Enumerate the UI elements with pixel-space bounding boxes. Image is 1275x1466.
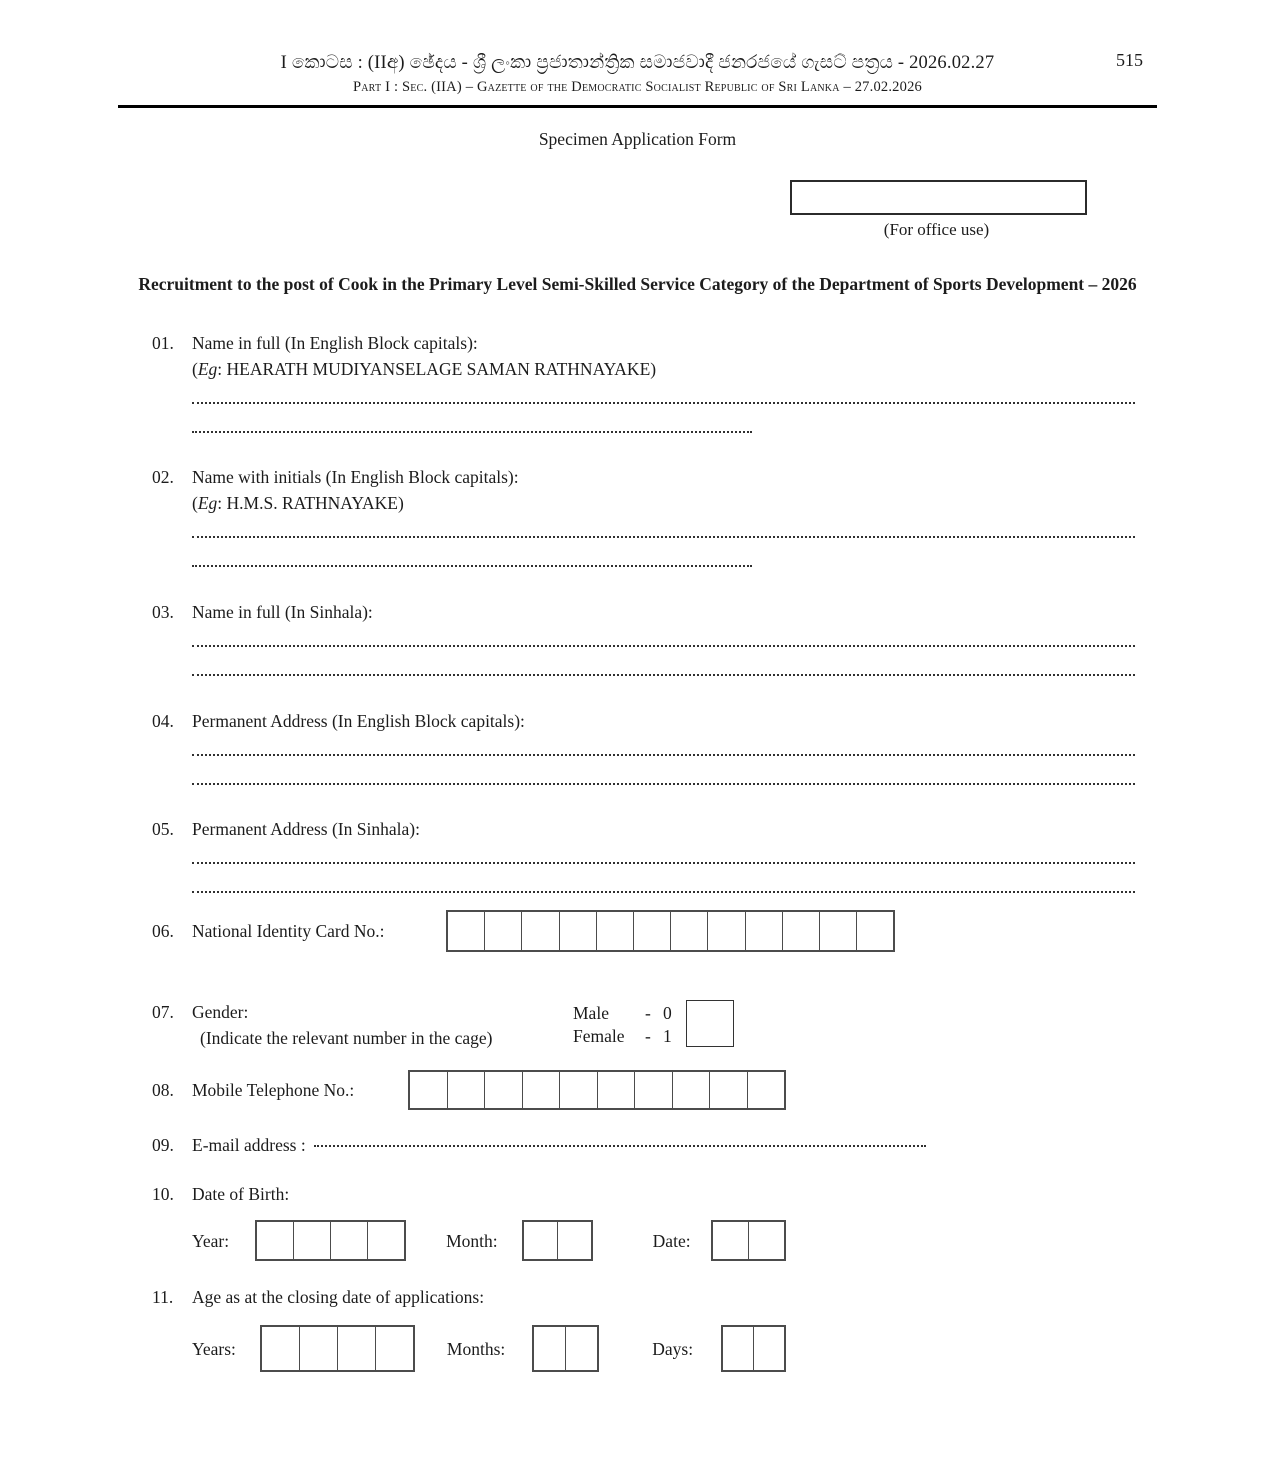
gender-option-female xyxy=(573,1025,672,1048)
item-01-name-in-full-english xyxy=(152,330,1175,433)
item-number: 05. xyxy=(152,819,174,839)
grid-cell[interactable] xyxy=(262,1327,300,1370)
female-value: 1 xyxy=(663,1026,672,1046)
grid-cell[interactable] xyxy=(300,1327,338,1370)
dotted-answer-line[interactable] xyxy=(192,850,1135,864)
item-label: E-mail address : xyxy=(192,1135,306,1155)
grid-cell[interactable] xyxy=(748,1072,785,1108)
grid-cell[interactable] xyxy=(294,1222,331,1259)
example-eg: Eg xyxy=(197,493,218,513)
grid-cell[interactable] xyxy=(410,1072,448,1108)
item-number: 10. xyxy=(152,1184,174,1204)
year-grid[interactable] xyxy=(255,1220,406,1261)
item-label: Name with initials (In English Block capitals): xyxy=(192,467,519,487)
grid-cell[interactable] xyxy=(560,1072,598,1108)
item-number: 11. xyxy=(152,1287,174,1307)
days-grid[interactable] xyxy=(721,1325,786,1372)
page-number: 515 xyxy=(1116,50,1143,70)
gazette-header-english: Part I : Sec. (IIA) – Gazette of the Democratic Socialist Republic of Sri Lanka – 27.02.2026 xyxy=(353,79,922,95)
grid-cell[interactable] xyxy=(338,1327,376,1370)
item-07-gender xyxy=(152,999,1175,1051)
item-label: Permanent Address (In English Block capitals): xyxy=(192,711,525,731)
grid-cell[interactable] xyxy=(331,1222,368,1259)
form-items xyxy=(152,330,1275,1372)
date-grid[interactable] xyxy=(711,1220,786,1261)
grid-cell[interactable] xyxy=(524,1222,558,1259)
dotted-answer-line[interactable] xyxy=(192,553,752,567)
item-label: Name in full (In English Block capitals): xyxy=(192,333,478,353)
item-number: 03. xyxy=(152,602,174,622)
gender-option-male xyxy=(573,1002,672,1025)
grid-cell[interactable] xyxy=(534,1327,566,1370)
form-title: Specimen Application Form xyxy=(538,129,737,149)
example-text: : H.M.S. RATHNAYAKE) xyxy=(217,493,404,513)
grid-cell[interactable] xyxy=(635,1072,673,1108)
female-label: Female xyxy=(573,1026,625,1046)
item-example xyxy=(192,356,1175,382)
grid-cell[interactable] xyxy=(857,912,893,950)
grid-cell[interactable] xyxy=(522,912,559,950)
item-label: Mobile Telephone No.: xyxy=(192,1080,355,1100)
grid-cell[interactable] xyxy=(448,1072,486,1108)
age-fields-row xyxy=(192,1325,1175,1372)
item-09-email xyxy=(152,1132,1175,1158)
item-11-age-at-closing-date xyxy=(152,1284,1175,1372)
grid-cell[interactable] xyxy=(485,1072,523,1108)
office-use-caption: (For office use) xyxy=(883,220,990,239)
dotted-answer-line[interactable] xyxy=(192,742,1135,756)
years-grid[interactable] xyxy=(260,1325,415,1372)
item-06-nic-number xyxy=(152,910,1175,952)
grid-cell[interactable] xyxy=(708,912,745,950)
item-08-mobile-number xyxy=(152,1070,1175,1110)
grid-cell[interactable] xyxy=(523,1072,561,1108)
grid-cell[interactable] xyxy=(560,912,597,950)
grid-cell[interactable] xyxy=(598,1072,636,1108)
male-value: 0 xyxy=(663,1003,672,1023)
item-04-permanent-address-english xyxy=(152,708,1175,785)
dotted-answer-line[interactable] xyxy=(192,390,1135,404)
grid-cell[interactable] xyxy=(448,912,485,950)
item-number: 02. xyxy=(152,467,174,487)
item-number: 09. xyxy=(152,1135,174,1155)
item-number: 08. xyxy=(152,1080,174,1100)
item-03-name-in-full-sinhala xyxy=(152,599,1175,676)
item-number: 07. xyxy=(152,1002,174,1022)
grid-cell[interactable] xyxy=(746,912,783,950)
grid-cell[interactable] xyxy=(710,1072,748,1108)
item-05-permanent-address-sinhala xyxy=(152,816,1175,893)
recruitment-heading: Recruitment to the post of Cook in the Primary Level Semi-Skilled Service Category of the Department of Sports Development – 2026 xyxy=(138,274,1137,294)
date-label: Date: xyxy=(652,1230,691,1251)
grid-cell[interactable] xyxy=(749,1222,784,1259)
item-label: Permanent Address (In Sinhala): xyxy=(192,819,420,839)
example-eg: Eg xyxy=(197,359,218,379)
item-02-name-with-initials xyxy=(152,464,1175,567)
grid-cell[interactable] xyxy=(754,1327,784,1370)
dash: - xyxy=(645,1026,651,1046)
dotted-answer-line[interactable] xyxy=(192,524,1135,538)
grid-cell[interactable] xyxy=(671,912,708,950)
month-grid[interactable] xyxy=(522,1220,593,1261)
item-number: 06. xyxy=(152,921,174,941)
grid-cell[interactable] xyxy=(558,1222,591,1259)
gender-cage-box[interactable] xyxy=(686,1000,734,1047)
grid-cell[interactable] xyxy=(820,912,857,950)
grid-cell[interactable] xyxy=(634,912,671,950)
header-rule xyxy=(118,105,1157,108)
month-label: Month: xyxy=(446,1230,498,1251)
example-paren: ( xyxy=(192,359,198,379)
grid-cell[interactable] xyxy=(485,912,522,950)
years-label: Years: xyxy=(192,1338,236,1359)
item-label: Date of Birth: xyxy=(192,1184,290,1204)
dob-fields-row xyxy=(192,1219,1175,1262)
months-label: Months: xyxy=(446,1338,506,1359)
dotted-answer-line[interactable] xyxy=(192,879,1135,893)
year-label: Year: xyxy=(192,1230,230,1251)
item-number: 01. xyxy=(152,333,174,353)
dotted-answer-line[interactable] xyxy=(192,771,1135,785)
dotted-answer-line[interactable] xyxy=(192,662,1135,676)
days-label: Days: xyxy=(652,1338,694,1359)
example-text: : HEARATH MUDIYANSELAGE SAMAN RATHNAYAKE) xyxy=(217,359,657,379)
dotted-answer-line[interactable] xyxy=(314,1143,926,1147)
male-label: Male xyxy=(573,1003,609,1023)
dotted-answer-line[interactable] xyxy=(192,419,752,433)
item-label: Name in full (In Sinhala): xyxy=(192,602,373,622)
grid-cell[interactable] xyxy=(713,1222,749,1259)
gazette-header-sinhala: I කොටස : (IIඅ) ඡේදය - ශ්‍රී ලංකා ප්‍රජාතාන්ත්‍රික සමාජවාදී ජනරජයේ ගැසට් පත්‍රය - 2026.02.27 xyxy=(280,53,995,73)
item-example xyxy=(192,490,1175,516)
dotted-answer-line[interactable] xyxy=(192,633,1135,647)
item-label: Gender: xyxy=(192,1002,249,1022)
grid-cell[interactable] xyxy=(566,1327,597,1370)
office-use-box[interactable] xyxy=(790,180,1087,215)
grid-cell[interactable] xyxy=(368,1222,404,1259)
gender-options xyxy=(573,1002,672,1051)
grid-cell[interactable] xyxy=(723,1327,754,1370)
nic-number-grid[interactable] xyxy=(446,910,895,952)
item-label: National Identity Card No.: xyxy=(192,921,385,941)
gender-instruction: (Indicate the relevant number in the cage) xyxy=(200,1028,493,1048)
dash: - xyxy=(645,1003,651,1023)
grid-cell[interactable] xyxy=(257,1222,294,1259)
months-grid[interactable] xyxy=(532,1325,599,1372)
item-label: Age as at the closing date of applications: xyxy=(192,1287,485,1307)
example-paren: ( xyxy=(192,493,198,513)
mobile-number-grid[interactable] xyxy=(408,1070,786,1110)
item-number: 04. xyxy=(152,711,174,731)
grid-cell[interactable] xyxy=(673,1072,711,1108)
gender-labels xyxy=(192,999,573,1051)
grid-cell[interactable] xyxy=(376,1327,413,1370)
grid-cell[interactable] xyxy=(783,912,820,950)
item-10-date-of-birth xyxy=(152,1181,1175,1262)
grid-cell[interactable] xyxy=(597,912,634,950)
